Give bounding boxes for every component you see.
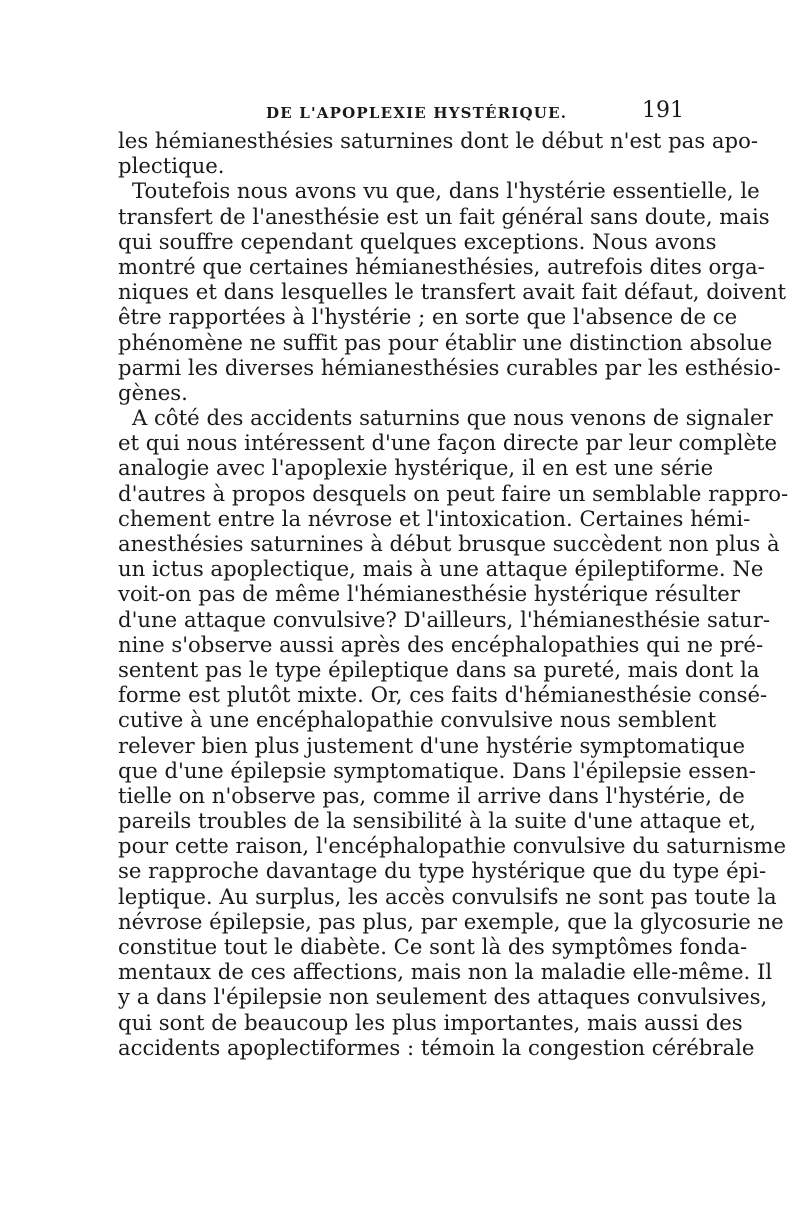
text-line: constitue tout le diabète. Ce sont là des symptômes fonda-	[118, 934, 748, 959]
text-line: analogie avec l'apoplexie hystérique, il en est une série	[118, 455, 714, 481]
text-line: anesthésies saturnines à début brusque succèdent non plus à	[118, 531, 780, 556]
text-line: relever bien plus justement d'une hystérie symptomatique	[118, 732, 746, 758]
text-line: parmi les diverses hémianesthésies curables par les esthésio-	[118, 354, 781, 380]
page-number: 191	[642, 98, 684, 123]
text-line: chement entre la névrose et l'intoxication. Certaines hémi-	[118, 505, 751, 531]
text-line: qui souffre cependant quelques exceptions. Nous avons	[118, 228, 717, 254]
text-line: d'autres à propos desquels on peut faire un semblable rappro-	[118, 480, 789, 506]
text-line: leptique. Au surplus, les accès convulsifs ne sont pas toute la	[118, 883, 777, 909]
text-line: un ictus apoplectique, mais à une attaque épileptiforme. Ne	[118, 556, 764, 582]
text-line: tielle on n'observe pas, comme il arrive dans l'hystérie, de	[118, 782, 745, 808]
text-line: névrose épilepsie, pas plus, par exemple, que la glycosurie ne	[118, 908, 784, 934]
text-line: y a dans l'épilepsie non seulement des attaques convulsives,	[118, 984, 768, 1010]
text-line: mentaux de ces affections, mais non la maladie elle-même. Il	[118, 959, 773, 985]
text-line: sentent pas le type épileptique dans sa pureté, mais dont la	[118, 656, 760, 682]
text-line: cutive à une encéphalopathie convulsive nous semblent	[118, 707, 717, 733]
text-line: que d'une épilepsie symptomatique. Dans l'épilepsie essen-	[118, 757, 756, 783]
running-title: DE L'APOPLEXIE HYSTÉRIQUE.	[266, 104, 568, 122]
text-line: A côté des accidents saturnins que nous venons de signaler	[132, 405, 773, 431]
text-line: phénomène ne suffit pas pour établir une distinction absolue	[118, 329, 773, 355]
text-line: d'une attaque convulsive? D'ailleurs, l'hémianesthésie satur-	[118, 606, 770, 632]
text-line: forme est plutôt mixte. Or, ces faits d'hémianesthésie consé-	[118, 682, 768, 708]
text-line: niques et dans lesquelles le transfert avait fait défaut, doivent	[118, 279, 786, 305]
text-line: Toutefois nous avons vu que, dans l'hystérie essentielle, le	[132, 178, 760, 204]
text-line: et qui nous intéressent d'une façon directe par leur complète	[118, 430, 778, 456]
text-line: gènes.	[118, 379, 188, 405]
text-line: voit-on pas de même l'hémianesthésie hystérique résulter	[118, 581, 740, 607]
text-line: pareils troubles de la sensibilité à la suite d'une attaque et,	[118, 808, 757, 834]
text-line: pour cette raison, l'encéphalopathie convulsive du saturnisme	[118, 833, 786, 859]
text-line: qui sont de beaucoup les plus importantes, mais aussi des	[118, 1009, 743, 1035]
text-line: accidents apoplectiformes : témoin la congestion cérébrale	[118, 1034, 755, 1060]
text-line: montré que certaines hémianesthésies, autrefois dites orga-	[118, 253, 765, 279]
text-line: être rapportées à l'hystérie ; en sorte que l'absence de ce	[118, 304, 738, 330]
text-line: les hémianesthésies saturnines dont le début n'est pas apo-	[118, 128, 759, 153]
text-line: nine s'observe aussi après des encéphalopathies qui ne pré-	[118, 631, 764, 657]
text-line: se rapproche davantage du type hystérique que du type épi-	[118, 858, 767, 884]
text-line: plectique.	[118, 153, 225, 179]
body-text	[118, 128, 789, 1060]
page-header	[118, 98, 684, 128]
text-line: transfert de l'anesthésie est un fait général sans doute, mais	[118, 203, 770, 229]
